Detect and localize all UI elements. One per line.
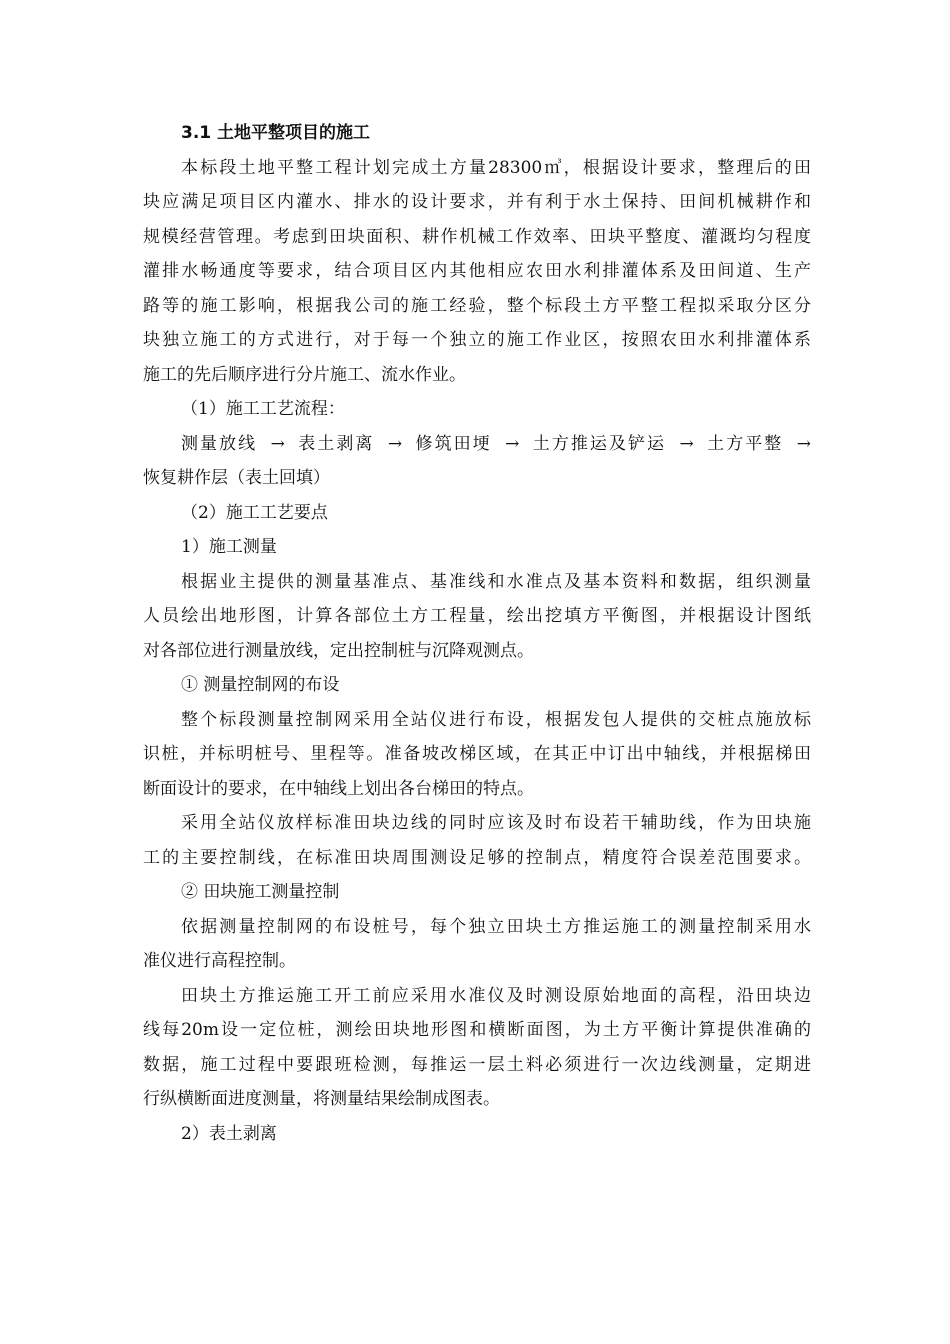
paragraph-line: 块应满足项目区内灌水、排水的设计要求，并有利于水土保持、田间机械耕作和 bbox=[143, 192, 811, 212]
paragraph-line: 采用全站仪放样标准田块边线的同时应该及时布设若干辅助线，作为田块施 bbox=[181, 813, 811, 833]
paragraph-line: 路等的施工影响，根据我公司的施工经验，整个标段土方平整工程拟采取分区分 bbox=[143, 295, 811, 316]
item-title: ② 田块施工测量控制 bbox=[181, 882, 340, 902]
paragraph-line: 数据，施工过程中要跟班检测，每推运一层土料必须进行一次边线测量，定期进 bbox=[143, 1054, 811, 1075]
paragraph-line: 线每20m设一定位桩，测绘田块地形图和横断面图，为土方平衡计算提供准确的 bbox=[143, 1020, 811, 1040]
paragraph-line: 识桩，并标明桩号、里程等。准备坡改梯区域，在其正中订出中轴线，并根据梯田 bbox=[143, 744, 811, 764]
subsection-title: （1）施工工艺流程： bbox=[181, 399, 345, 419]
paragraph-line: 规模经营管理。考虑到田块面积、耕作机械工作效率、田块平整度、灌溉均匀程度 bbox=[143, 226, 811, 247]
document-page bbox=[143, 116, 811, 1151]
item-title: ① 测量控制网的布设 bbox=[181, 675, 340, 695]
paragraph-line: 块独立施工的方式进行，对于每一个独立的施工作业区，按照农田水利排灌体系 bbox=[143, 330, 811, 350]
paragraph-line: 根据业主提供的测量基准点、基准线和水准点及基本资料和数据，组织测量 bbox=[181, 571, 811, 592]
paragraph-line: 断面设计的要求，在中轴线上划出各台梯田的特点。 bbox=[143, 778, 534, 799]
process-flow-line: 恢复耕作层（表土回填） bbox=[143, 468, 330, 488]
paragraph-line: 对各部位进行测量放线，定出控制桩与沉降观测点。 bbox=[143, 640, 534, 661]
paragraph-line: 施工的先后顺序进行分片施工、流水作业。 bbox=[143, 364, 466, 385]
section-heading: 3.1 土地平整项目的施工 bbox=[181, 123, 371, 143]
paragraph-line: 灌排水畅通度等要求，结合项目区内其他相应农田水利排灌体系及田间道、生产 bbox=[143, 261, 811, 281]
paragraph-line: 田块土方推运施工开工前应采用水准仪及时测设原始地面的高程，沿田块边 bbox=[181, 985, 811, 1006]
item-title: 2）表土剥离 bbox=[181, 1123, 277, 1144]
paragraph-line: 工的主要控制线，在标准田块周围测设足够的控制点，精度符合误差范围要求。 bbox=[143, 847, 811, 868]
subsection-title: （2）施工工艺要点 bbox=[181, 502, 328, 523]
paragraph-line: 本标段土地平整工程计划完成土方量28300㎥，根据设计要求，整理后的田 bbox=[181, 157, 811, 178]
paragraph-line: 整个标段测量控制网采用全站仪进行布设，根据发包人提供的交桩点施放标 bbox=[181, 709, 811, 730]
item-title: 1）施工测量 bbox=[181, 537, 277, 557]
process-flow-line: 测量放线 → 表土剥离 → 修筑田埂 → 土方推运及铲运 → 土方平整 → bbox=[181, 433, 811, 454]
paragraph-line: 准仪进行高程控制。 bbox=[143, 951, 296, 971]
paragraph-line: 依据测量控制网的布设桩号，每个独立田块土方推运施工的测量控制采用水 bbox=[181, 916, 811, 937]
paragraph-line: 人员绘出地形图，计算各部位土方工程量，绘出挖填方平衡图，并根据设计图纸 bbox=[143, 606, 811, 626]
paragraph-line: 行纵横断面进度测量，将测量结果绘制成图表。 bbox=[143, 1089, 500, 1109]
